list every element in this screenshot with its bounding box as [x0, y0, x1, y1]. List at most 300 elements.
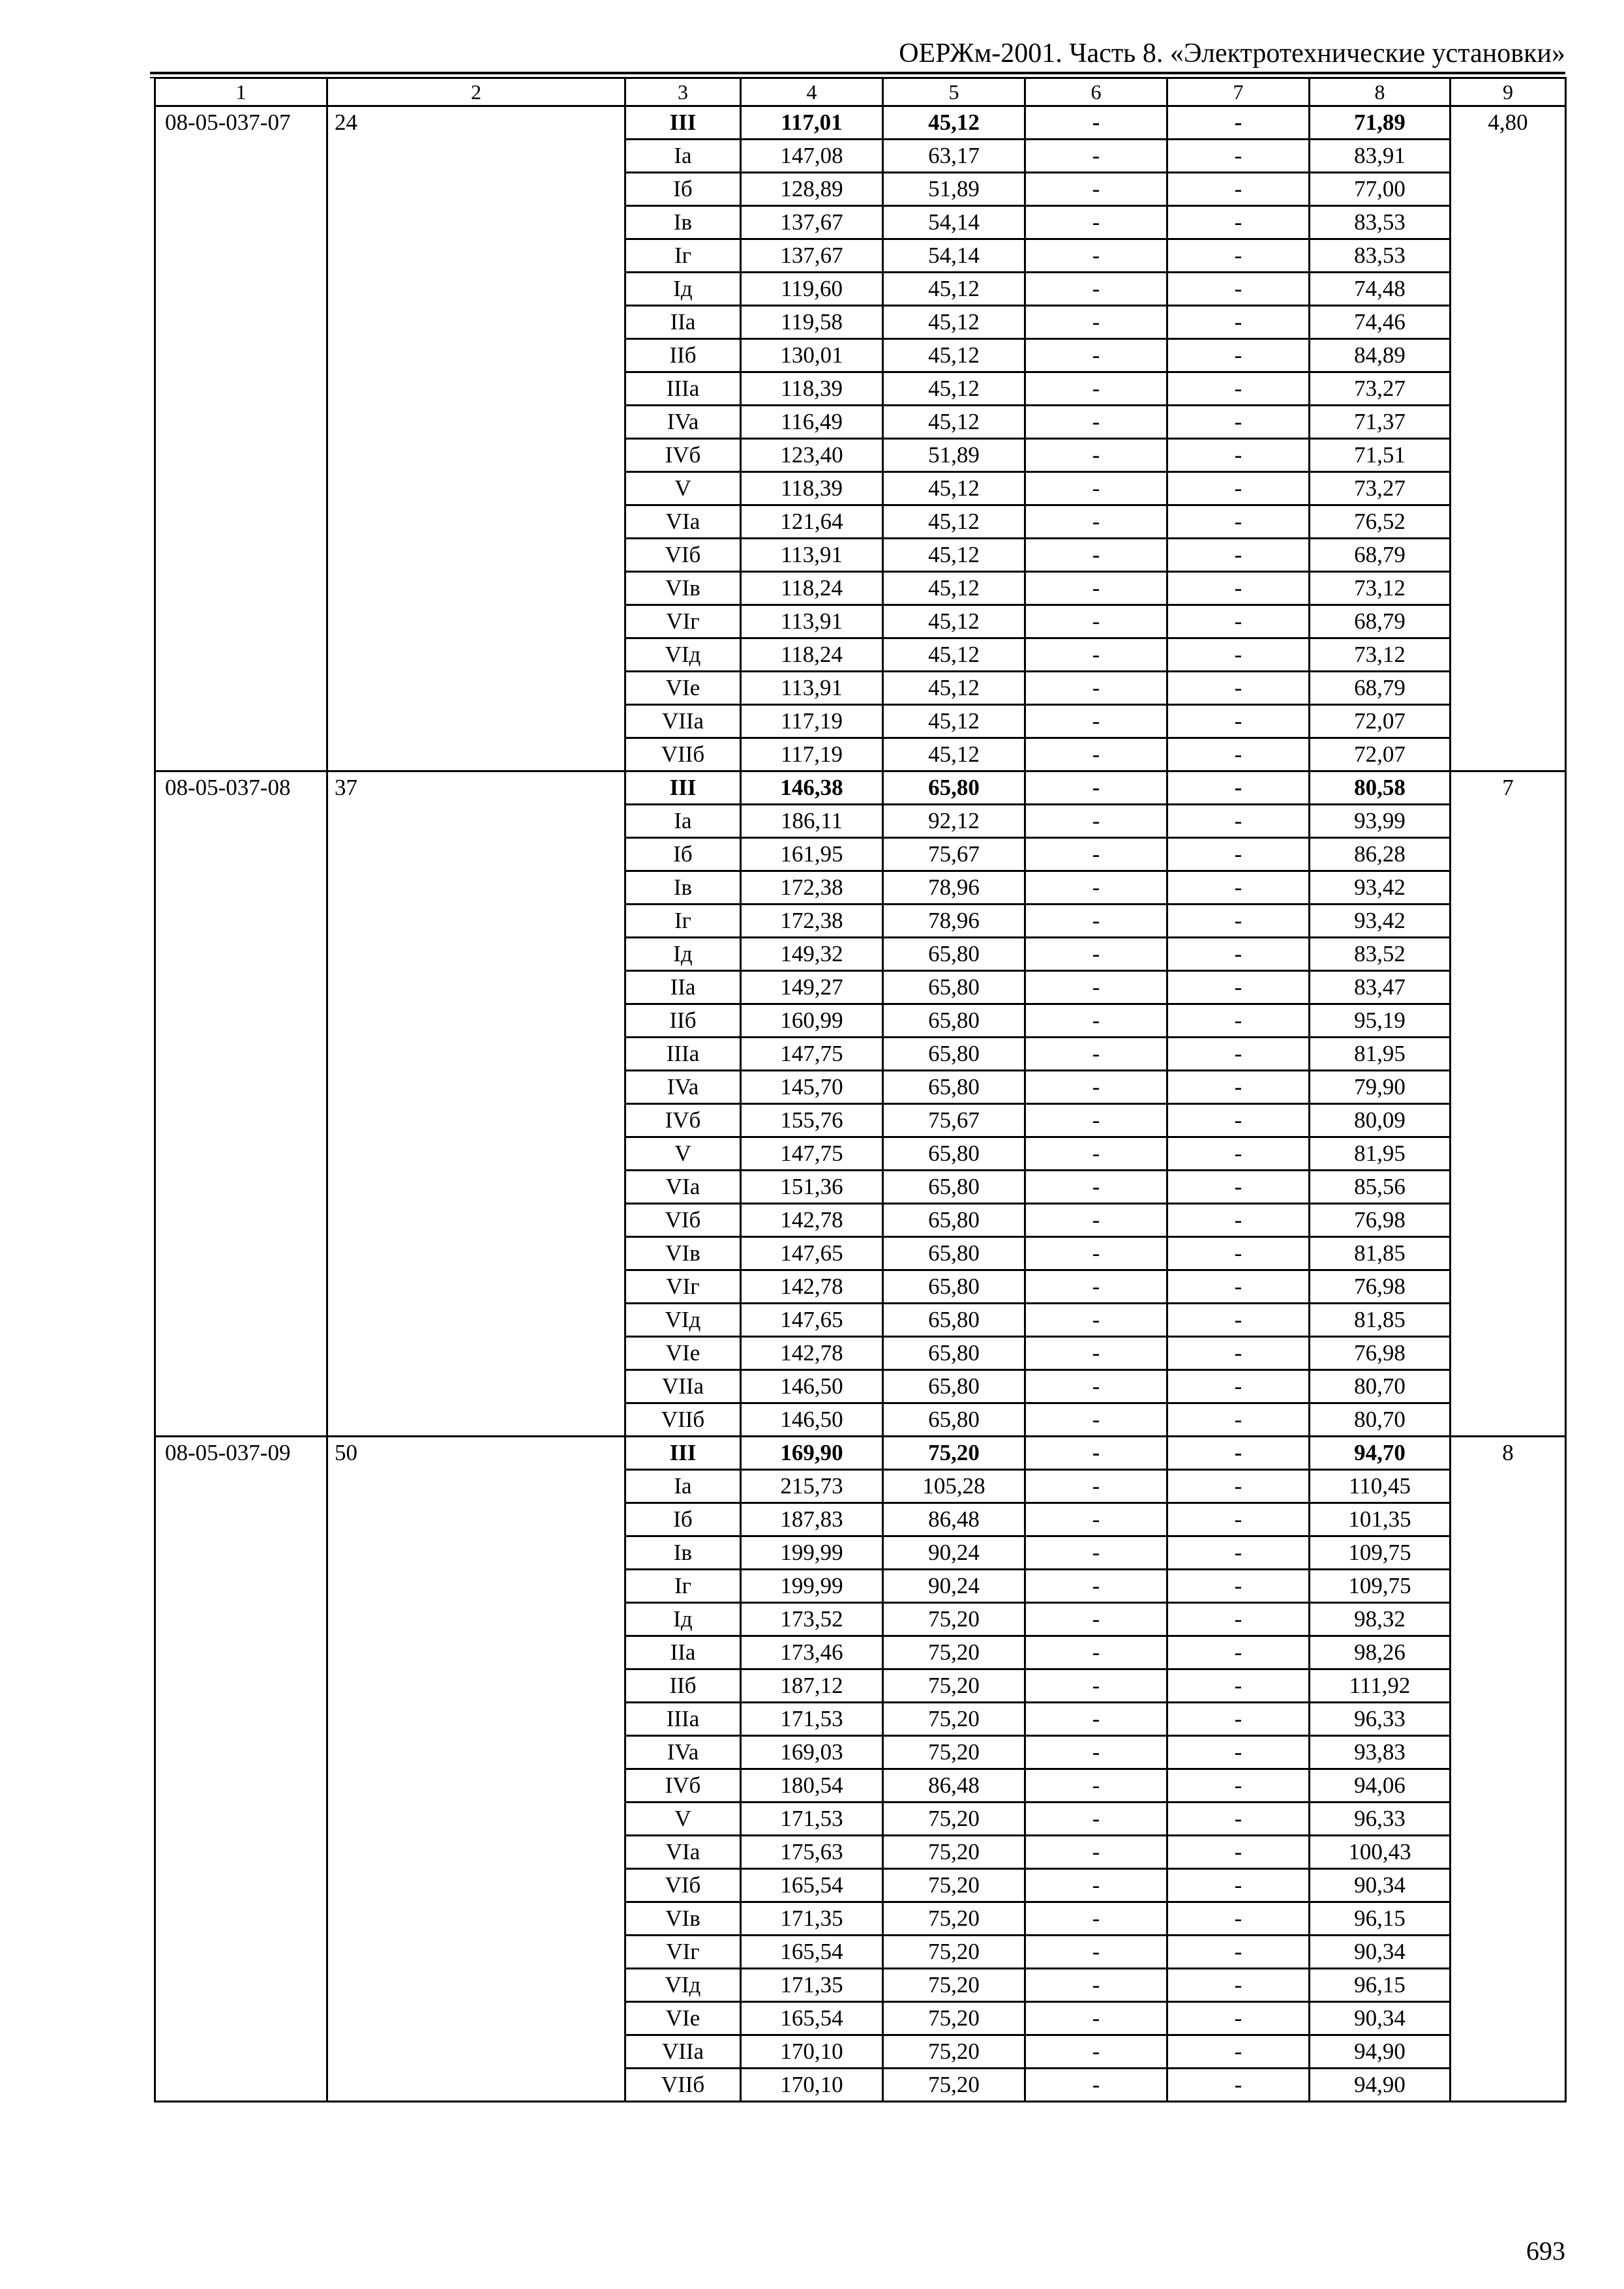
value-cell: 45,12 [883, 572, 1025, 605]
value-cell: 85,56 [1310, 1171, 1451, 1204]
value-cell: - [1167, 1936, 1310, 1969]
value-cell: VIIa [625, 1370, 741, 1403]
value-cell: - [1025, 705, 1167, 738]
value-cell: 165,54 [741, 1936, 883, 1969]
value-cell: - [1167, 572, 1310, 605]
value-cell: 73,27 [1310, 372, 1451, 406]
value-cell: 118,39 [741, 472, 883, 505]
table-row [155, 106, 1566, 140]
value-cell: VIIб [625, 1403, 741, 1437]
value-cell: 187,83 [741, 1503, 883, 1536]
value-cell: - [1025, 1969, 1167, 2002]
page-header [150, 38, 1565, 74]
value-cell: 75,20 [883, 1669, 1025, 1703]
value-cell: 86,48 [883, 1769, 1025, 1803]
value-cell: Ia [625, 805, 741, 838]
value-cell: - [1167, 372, 1310, 406]
value-cell: - [1167, 938, 1310, 971]
value-cell: IIIa [625, 372, 741, 406]
value-cell: 90,24 [883, 1536, 1025, 1570]
value-cell: 113,91 [741, 539, 883, 572]
value-cell: - [1025, 439, 1167, 472]
param-cell: 24 [327, 106, 625, 771]
value-cell: 160,99 [741, 1004, 883, 1038]
value-cell: 117,19 [741, 738, 883, 771]
value-cell: 94,06 [1310, 1769, 1451, 1803]
value-cell: VIг [625, 605, 741, 638]
value-cell: - [1025, 1337, 1167, 1370]
column-header: 3 [625, 78, 741, 106]
value-cell: - [1167, 871, 1310, 905]
value-cell: - [1025, 771, 1167, 805]
value-cell: 80,09 [1310, 1104, 1451, 1137]
value-cell: - [1167, 1669, 1310, 1703]
value-cell: IIб [625, 1669, 741, 1703]
value-cell: - [1025, 938, 1167, 971]
value-cell: 98,32 [1310, 1603, 1451, 1636]
value-cell: - [1025, 1004, 1167, 1038]
value-cell: 63,17 [883, 140, 1025, 173]
value-cell: - [1025, 1636, 1167, 1669]
value-cell: Iб [625, 173, 741, 206]
value-cell: 73,12 [1310, 638, 1451, 672]
column-header: 9 [1451, 78, 1566, 106]
value-cell: - [1025, 472, 1167, 505]
value-cell: - [1167, 1137, 1310, 1171]
value-cell: 77,00 [1310, 173, 1451, 206]
value-cell: 149,27 [741, 971, 883, 1004]
value-cell: IVб [625, 1769, 741, 1803]
value-cell: 45,12 [883, 339, 1025, 372]
value-cell: Iг [625, 1570, 741, 1603]
value-cell: 165,54 [741, 2002, 883, 2035]
value-cell: - [1025, 1204, 1167, 1237]
value-cell: - [1025, 1503, 1167, 1536]
value-cell: 81,95 [1310, 1038, 1451, 1071]
value-cell: - [1025, 1403, 1167, 1437]
value-cell: 95,19 [1310, 1004, 1451, 1038]
value-cell: - [1167, 971, 1310, 1004]
value-cell: 118,24 [741, 572, 883, 605]
value-cell: 75,20 [883, 1936, 1025, 1969]
page-number: 693 [1526, 2236, 1565, 2266]
value-cell: 161,95 [741, 838, 883, 871]
value-cell: 65,80 [883, 1370, 1025, 1403]
value-cell: 94,90 [1310, 2035, 1451, 2069]
value-cell: - [1025, 406, 1167, 439]
value-cell: 75,20 [883, 1736, 1025, 1769]
value-cell: - [1167, 738, 1310, 771]
value-cell: 130,01 [741, 339, 883, 372]
value-cell: - [1025, 106, 1167, 140]
param-cell: 50 [327, 1437, 625, 2102]
value-cell: 84,89 [1310, 339, 1451, 372]
value-cell: - [1025, 1570, 1167, 1603]
value-cell: 94,90 [1310, 2069, 1451, 2102]
value-cell: 96,15 [1310, 1969, 1451, 2002]
value-cell: Iд [625, 938, 741, 971]
value-cell: 75,20 [883, 1803, 1025, 1836]
value-cell: 81,85 [1310, 1304, 1451, 1337]
value-cell: - [1025, 1237, 1167, 1270]
value-cell: IIa [625, 306, 741, 339]
value-cell: 92,12 [883, 805, 1025, 838]
value-cell: - [1025, 905, 1167, 938]
value-cell: VIб [625, 1204, 741, 1237]
value-cell: 68,79 [1310, 605, 1451, 638]
value-cell: 45,12 [883, 738, 1025, 771]
value-cell: VIa [625, 1171, 741, 1204]
value-cell: 81,95 [1310, 1137, 1451, 1171]
value-cell: - [1025, 1869, 1167, 1902]
value-cell: 145,70 [741, 1071, 883, 1104]
value-cell: 45,12 [883, 406, 1025, 439]
value-cell: VIе [625, 1337, 741, 1370]
value-cell: 65,80 [883, 1270, 1025, 1304]
value-cell: 54,14 [883, 239, 1025, 273]
coef-cell: 4,80 [1451, 106, 1566, 771]
value-cell: IVa [625, 406, 741, 439]
value-cell: - [1167, 1171, 1310, 1204]
value-cell: 80,70 [1310, 1370, 1451, 1403]
value-cell: 51,89 [883, 439, 1025, 472]
value-cell: 171,35 [741, 1902, 883, 1936]
value-cell: - [1025, 239, 1167, 273]
value-cell: 65,80 [883, 1403, 1025, 1437]
value-cell: 171,53 [741, 1803, 883, 1836]
value-cell: 172,38 [741, 905, 883, 938]
value-cell: - [1167, 1902, 1310, 1936]
value-cell: 68,79 [1310, 539, 1451, 572]
value-cell: 93,99 [1310, 805, 1451, 838]
value-cell: 147,75 [741, 1137, 883, 1171]
value-cell: 68,79 [1310, 672, 1451, 705]
value-cell: 109,75 [1310, 1536, 1451, 1570]
value-cell: Iд [625, 273, 741, 306]
value-cell: - [1167, 173, 1310, 206]
value-cell: 71,37 [1310, 406, 1451, 439]
value-cell: 93,42 [1310, 905, 1451, 938]
value-cell: IVa [625, 1736, 741, 1769]
value-cell: - [1167, 1769, 1310, 1803]
value-cell: - [1167, 2035, 1310, 2069]
value-cell: 142,78 [741, 1204, 883, 1237]
value-cell: - [1167, 1370, 1310, 1403]
value-cell: 75,67 [883, 838, 1025, 871]
value-cell: 65,80 [883, 1004, 1025, 1038]
value-cell: 45,12 [883, 472, 1025, 505]
value-cell: 76,98 [1310, 1270, 1451, 1304]
value-cell: - [1025, 1270, 1167, 1304]
value-cell: - [1167, 505, 1310, 539]
value-cell: 65,80 [883, 1071, 1025, 1104]
value-cell: - [1025, 273, 1167, 306]
value-cell: - [1167, 905, 1310, 938]
value-cell: 80,58 [1310, 771, 1451, 805]
column-header: 5 [883, 78, 1025, 106]
value-cell: IVб [625, 439, 741, 472]
value-cell: 180,54 [741, 1769, 883, 1803]
value-cell: 175,63 [741, 1836, 883, 1869]
value-cell: - [1025, 1902, 1167, 1936]
value-cell: III [625, 1437, 741, 1470]
value-cell: - [1025, 1936, 1167, 1969]
value-cell: VIв [625, 1237, 741, 1270]
value-cell: - [1025, 173, 1167, 206]
value-cell: 94,70 [1310, 1437, 1451, 1470]
value-cell: - [1025, 539, 1167, 572]
rate-code-cell: 08-05-037-09 [155, 1437, 327, 2102]
value-cell: IIIa [625, 1703, 741, 1736]
value-cell: 75,20 [883, 1902, 1025, 1936]
value-cell: 71,51 [1310, 439, 1451, 472]
value-cell: VIв [625, 1902, 741, 1936]
value-cell: 74,46 [1310, 306, 1451, 339]
value-cell: - [1025, 838, 1167, 871]
value-cell: - [1167, 472, 1310, 505]
rates-table [154, 77, 1567, 2102]
value-cell: 75,20 [883, 2002, 1025, 2035]
value-cell: 93,42 [1310, 871, 1451, 905]
value-cell: - [1025, 2035, 1167, 2069]
value-cell: - [1025, 1071, 1167, 1104]
value-cell: 169,90 [741, 1437, 883, 1470]
value-cell: 45,12 [883, 273, 1025, 306]
value-cell: - [1025, 672, 1167, 705]
value-cell: 119,58 [741, 306, 883, 339]
value-cell: - [1167, 1536, 1310, 1570]
value-cell: - [1025, 2069, 1167, 2102]
value-cell: - [1167, 1703, 1310, 1736]
value-cell: IIб [625, 1004, 741, 1038]
rate-code-cell: 08-05-037-07 [155, 106, 327, 771]
value-cell: IIa [625, 1636, 741, 1669]
value-cell: - [1025, 1603, 1167, 1636]
value-cell: 71,89 [1310, 106, 1451, 140]
value-cell: 110,45 [1310, 1470, 1451, 1503]
value-cell: V [625, 1803, 741, 1836]
value-cell: 151,36 [741, 1171, 883, 1204]
value-cell: 75,20 [883, 1437, 1025, 1470]
value-cell: 186,11 [741, 805, 883, 838]
value-cell: 142,78 [741, 1337, 883, 1370]
value-cell: - [1025, 1703, 1167, 1736]
value-cell: 65,80 [883, 1204, 1025, 1237]
column-header: 8 [1310, 78, 1451, 106]
value-cell: - [1167, 106, 1310, 140]
value-cell: VIг [625, 1936, 741, 1969]
value-cell: - [1167, 805, 1310, 838]
value-cell: 90,34 [1310, 1936, 1451, 1969]
value-cell: VIг [625, 1270, 741, 1304]
value-cell: 149,32 [741, 938, 883, 971]
value-cell: III [625, 106, 741, 140]
value-cell: - [1025, 206, 1167, 239]
value-cell: - [1167, 2002, 1310, 2035]
value-cell: 80,70 [1310, 1403, 1451, 1437]
value-cell: 128,89 [741, 173, 883, 206]
value-cell: VIIa [625, 2035, 741, 2069]
value-cell: 51,89 [883, 173, 1025, 206]
value-cell: - [1025, 1304, 1167, 1337]
value-cell: 65,80 [883, 1237, 1025, 1270]
value-cell: - [1167, 273, 1310, 306]
value-cell: 137,67 [741, 239, 883, 273]
value-cell: 86,48 [883, 1503, 1025, 1536]
value-cell: 45,12 [883, 505, 1025, 539]
value-cell: - [1025, 1137, 1167, 1171]
value-cell: 81,85 [1310, 1237, 1451, 1270]
value-cell: Iг [625, 239, 741, 273]
table-row [155, 1437, 1566, 1470]
value-cell: - [1025, 1769, 1167, 1803]
value-cell: 121,64 [741, 505, 883, 539]
value-cell: 75,67 [883, 1104, 1025, 1137]
value-cell: 73,27 [1310, 472, 1451, 505]
value-cell: - [1167, 1071, 1310, 1104]
column-header: 2 [327, 78, 625, 106]
value-cell: VIе [625, 672, 741, 705]
value-cell: VIб [625, 1869, 741, 1902]
value-cell: - [1167, 1437, 1310, 1470]
value-cell: - [1025, 738, 1167, 771]
value-cell: 72,07 [1310, 705, 1451, 738]
value-cell: 111,92 [1310, 1669, 1451, 1703]
value-cell: 170,10 [741, 2069, 883, 2102]
value-cell: - [1167, 140, 1310, 173]
value-cell: IIa [625, 971, 741, 1004]
coef-cell: 7 [1451, 771, 1566, 1437]
value-cell: Iв [625, 1536, 741, 1570]
value-cell: 93,83 [1310, 1736, 1451, 1769]
value-cell: - [1025, 505, 1167, 539]
value-cell: V [625, 472, 741, 505]
value-cell: 187,12 [741, 1669, 883, 1703]
value-cell: - [1025, 1736, 1167, 1769]
value-cell: IIб [625, 339, 741, 372]
value-cell: 76,52 [1310, 505, 1451, 539]
value-cell: - [1025, 1836, 1167, 1869]
value-cell: - [1167, 1470, 1310, 1503]
value-cell: III [625, 771, 741, 805]
value-cell: 146,38 [741, 771, 883, 805]
value-cell: Ia [625, 140, 741, 173]
document-title: ОЕРЖм-2001. Часть 8. «Электротехнические установки» [899, 38, 1565, 68]
value-cell: 83,53 [1310, 239, 1451, 273]
value-cell: 146,50 [741, 1370, 883, 1403]
value-cell: 118,39 [741, 372, 883, 406]
value-cell: 90,24 [883, 1570, 1025, 1603]
coef-cell: 8 [1451, 1437, 1566, 2102]
value-cell: 90,34 [1310, 2002, 1451, 2035]
value-cell: 147,65 [741, 1304, 883, 1337]
value-cell: - [1025, 1104, 1167, 1137]
value-cell: 79,90 [1310, 1071, 1451, 1104]
value-cell: 169,03 [741, 1736, 883, 1769]
value-cell: V [625, 1137, 741, 1171]
value-cell: 142,78 [741, 1270, 883, 1304]
value-cell: Iб [625, 838, 741, 871]
value-cell: 65,80 [883, 1137, 1025, 1171]
value-cell: - [1167, 1104, 1310, 1137]
value-cell: 74,48 [1310, 273, 1451, 306]
value-cell: VIв [625, 572, 741, 605]
value-cell: 72,07 [1310, 738, 1451, 771]
value-cell: - [1025, 306, 1167, 339]
value-cell: 75,20 [883, 2035, 1025, 2069]
value-cell: - [1167, 1736, 1310, 1769]
value-cell: 173,46 [741, 1636, 883, 1669]
value-cell: - [1025, 1803, 1167, 1836]
rate-code-cell: 08-05-037-08 [155, 771, 327, 1437]
value-cell: - [1167, 638, 1310, 672]
value-cell: 65,80 [883, 771, 1025, 805]
value-cell: 96,33 [1310, 1703, 1451, 1736]
value-cell: - [1025, 140, 1167, 173]
value-cell: 119,60 [741, 273, 883, 306]
column-header: 4 [741, 78, 883, 106]
value-cell: 113,91 [741, 672, 883, 705]
value-cell: 147,65 [741, 1237, 883, 1270]
value-cell: - [1025, 1437, 1167, 1470]
value-cell: - [1167, 439, 1310, 472]
column-header: 1 [155, 78, 327, 106]
value-cell: Iд [625, 1603, 741, 1636]
value-cell: - [1167, 206, 1310, 239]
value-cell: VIд [625, 638, 741, 672]
value-cell: 75,20 [883, 1703, 1025, 1736]
value-cell: 215,73 [741, 1470, 883, 1503]
value-cell: 75,20 [883, 1969, 1025, 2002]
header-rule-thick [150, 72, 1565, 74]
value-cell: 54,14 [883, 206, 1025, 239]
value-cell: 173,52 [741, 1603, 883, 1636]
table-body [155, 106, 1566, 2102]
value-cell: - [1167, 339, 1310, 372]
value-cell: - [1025, 805, 1167, 838]
value-cell: 171,53 [741, 1703, 883, 1736]
table-row [155, 771, 1566, 805]
value-cell: 45,12 [883, 705, 1025, 738]
value-cell: 155,76 [741, 1104, 883, 1137]
value-cell: - [1025, 971, 1167, 1004]
value-cell: - [1167, 1503, 1310, 1536]
value-cell: 75,20 [883, 2069, 1025, 2102]
value-cell: 45,12 [883, 106, 1025, 140]
value-cell: - [1167, 771, 1310, 805]
value-cell: - [1167, 306, 1310, 339]
value-cell: 199,99 [741, 1570, 883, 1603]
value-cell: 45,12 [883, 672, 1025, 705]
value-cell: VIIa [625, 705, 741, 738]
param-cell: 37 [327, 771, 625, 1437]
value-cell: IVa [625, 1071, 741, 1104]
value-cell: 65,80 [883, 1171, 1025, 1204]
value-cell: 45,12 [883, 372, 1025, 406]
value-cell: 199,99 [741, 1536, 883, 1570]
value-cell: - [1167, 1304, 1310, 1337]
value-cell: VIa [625, 1836, 741, 1869]
value-cell: 100,43 [1310, 1836, 1451, 1869]
column-header: 6 [1025, 78, 1167, 106]
value-cell: 117,01 [741, 106, 883, 140]
value-cell: - [1167, 1803, 1310, 1836]
value-cell: 118,24 [741, 638, 883, 672]
value-cell: - [1167, 539, 1310, 572]
value-cell: 73,12 [1310, 572, 1451, 605]
value-cell: - [1025, 1470, 1167, 1503]
value-cell: - [1167, 705, 1310, 738]
